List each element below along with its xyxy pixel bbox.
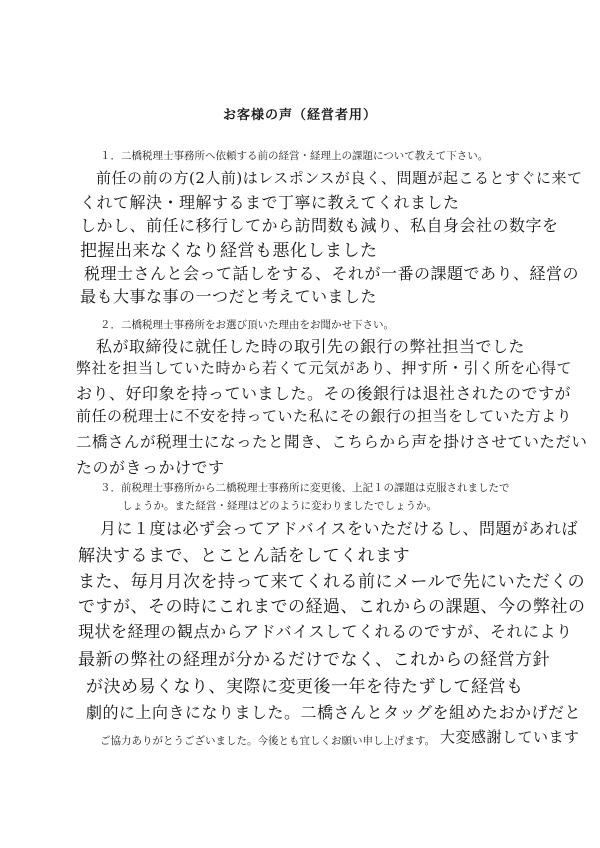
answer-1-line: 前任の前の方(2人前)はレスポンスが良く、問題が起こるとすぐに来て [96, 169, 583, 187]
closing-handwritten: 大変感謝しています [440, 728, 580, 746]
page-title: お客様の声（経営者用） [222, 108, 377, 123]
answer-3-line: 最新の弊社の経理が分かるだけでなく、これからの経営方針 [78, 650, 551, 670]
answer-1-line: 税理士さんと会って話しをする、それが一番の課題であり、経営の [84, 264, 580, 283]
answer-3-line: が決め易くなり、実際に変更後一年を待たずして経営も [86, 677, 524, 697]
question-1: １．二橋税理士事務所へ依頼する前の経営・経理上の課題について教えて下さい。 [100, 150, 489, 162]
answer-2-line: 私が取締役に就任した時の取引先の銀行の弊社担当でした [96, 337, 526, 356]
question-3-cont: しょうか。また経営・経理はどのように変わりましたでしょうか。 [122, 500, 437, 512]
answer-2-line: 弊社を担当していた時から若くて元気があり、押す所・引く所を心得て [76, 359, 573, 377]
question-2: ２．二橋税理士事務所をお選び頂いた理由をお聞かせ下さい。 [100, 319, 394, 331]
answer-1-line: 最も大事な事の一つだと考えていました [80, 287, 378, 306]
answer-2-line: たのがきっかけです [76, 458, 225, 477]
question-3: ３．前税理士事務所から二橋税理士事務所に変更後、上記１の課題は克服されましたで [100, 482, 510, 494]
answer-3-line: 月に１度は必ず会ってアドバイスをいただけるし、問題があれば [100, 519, 579, 538]
answer-2-line: 二橋さんが税理士になったと聞き、こちらから声を掛けさせていただい [76, 433, 588, 451]
answer-1-line: しかし、前任に移行してから訪問数も減り、私自身会社の数字を [80, 216, 559, 235]
answer-3-line: 解決するまで、とことん話をしてくれます [78, 546, 411, 566]
answer-3-line: ですが、その時にこれまでの経過、これからの課題、今の弊社の [78, 597, 586, 617]
answer-3-line: 劇的に上向きになりました。二橋さんとタッグを組めたおかげだと [86, 703, 582, 722]
closing-message: ご協力ありがとうございました。今後とも宜しくお願い申し上げます。 [100, 735, 436, 747]
answer-3-line: また、毎月月次を持って来てくれる前にメールで先にいただくの [78, 572, 586, 592]
answer-2-line: おり、好印象を持っていました。その後銀行は退社されたのですが [76, 384, 572, 403]
answer-1-line: くれて解決・理解するまで丁寧に教えてくれました [80, 193, 460, 212]
answer-3-line: 現状を経理の観点からアドバイスしてくれるのですが、それにより [78, 622, 573, 641]
answer-1-line: 把握出来なくなり経営も悪化しました [80, 241, 378, 261]
answer-2-line: 前任の税理士に不安を持っていた私にその銀行の担当をしていた方より [76, 407, 573, 425]
